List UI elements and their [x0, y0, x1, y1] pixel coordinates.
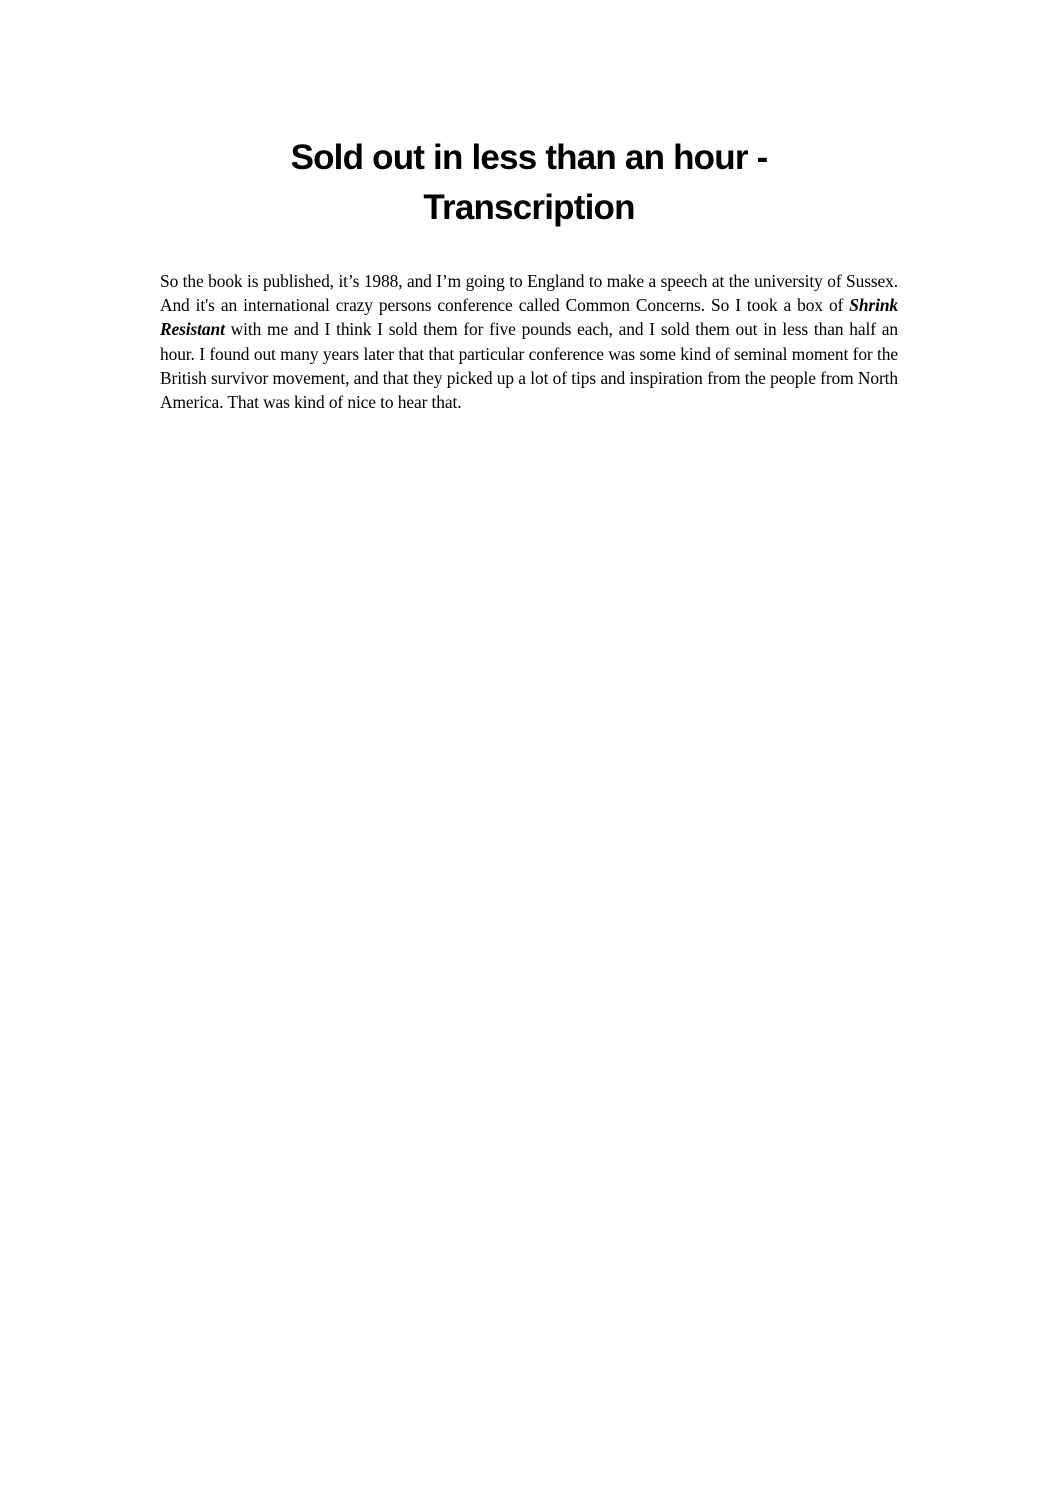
title-line-1: Sold out in less than an hour - [290, 138, 768, 177]
page-title [160, 133, 898, 233]
paragraph-text-start: So the book is published, it’s 1988, and I’m going to England to make a speech at the university of Sussex. And it's an international crazy persons conference called Common Concerns. So I took a box of [160, 271, 898, 316]
book-title: Shrink Resistant [160, 295, 898, 340]
transcription-paragraph [160, 269, 898, 414]
title-line-2: Transcription [423, 188, 635, 227]
paragraph-text-end: with me and I think I sold them for five pounds each, and I sold them out in less than half an hour. I found out many years later that that particular conference was some kind of seminal moment for the British survivor movement, and that they picked up a lot of tips and inspiration from the people from North America. That was kind of nice to hear that. [160, 319, 898, 413]
